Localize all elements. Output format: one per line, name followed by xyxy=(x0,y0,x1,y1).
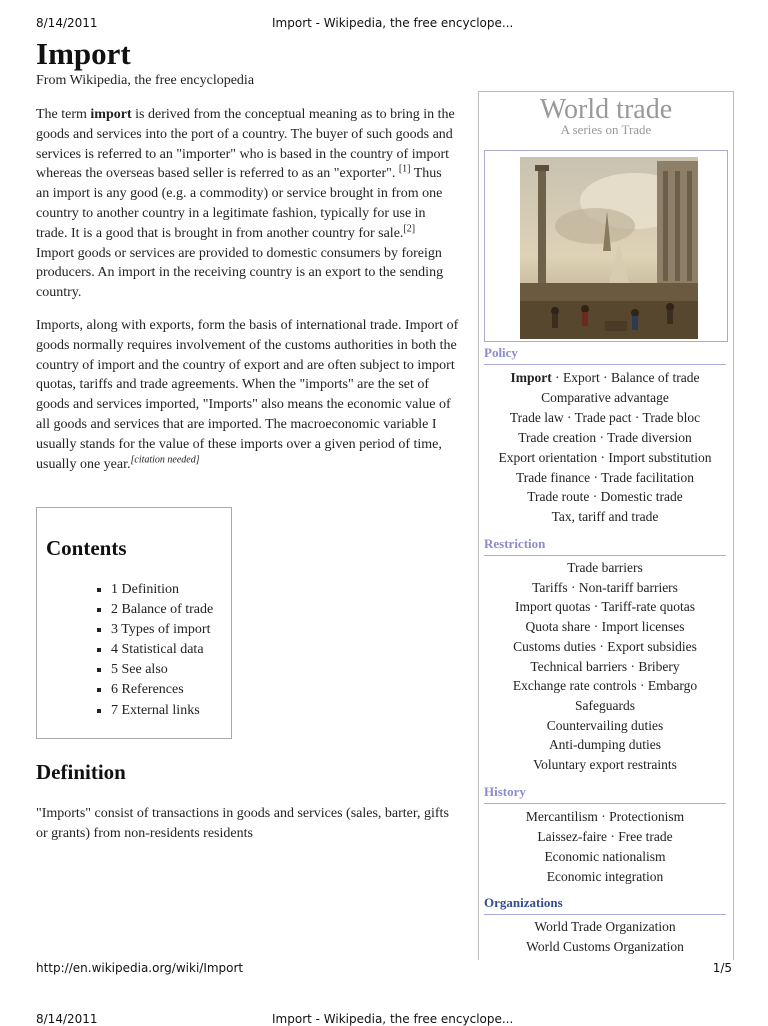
toc-item-external-links[interactable]: ▪ 7 External links xyxy=(111,701,213,721)
restriction-item[interactable]: Quota share · Import licenses xyxy=(525,619,685,635)
policy-item[interactable]: Trade law · Trade pact · Trade bloc xyxy=(509,409,701,425)
history-section-header: History xyxy=(484,784,726,804)
organizations-list xyxy=(484,917,726,957)
policy-item[interactable]: Trade creation · Trade diversion xyxy=(518,429,692,445)
restriction-item[interactable]: Trade barriers xyxy=(567,560,643,575)
intro-paragraph: The term import is derived from the conceptual meaning as to bring in the goods and services into the port of a country. The buyer of such goods and services is referred to an "importer" who is based in the country of import whereas the overseas based seller is referred to as an "exporter". [1] Thus an import is any good (e.g. a commodity) or service brought in from one country to another country in a legitimate fashion, typically for use in trade. It is a good that is brought in from another country for sale.[2] Import goods or services are provided to domestic consumers by foreign producers. An import in the receiving country is an export to the sending country. xyxy=(36,107,455,301)
policy-item[interactable]: Export orientation · Import substitution xyxy=(498,449,712,465)
restriction-list xyxy=(484,558,726,775)
restriction-item[interactable]: Voluntary export restraints xyxy=(533,757,677,773)
bold-term: import xyxy=(90,107,132,122)
policy-item[interactable]: Trade route · Domestic trade xyxy=(527,489,683,505)
restriction-item[interactable]: Safeguards xyxy=(575,697,635,713)
organizations-section-header: Organizations xyxy=(484,895,726,915)
policy-item[interactable]: Trade finance · Trade facilitation xyxy=(516,469,694,485)
restriction-item[interactable]: Customs duties · Export subsidies xyxy=(513,638,697,654)
policy-item[interactable]: Comparative advantage xyxy=(541,389,669,405)
world-trade-infobox xyxy=(478,91,734,960)
restriction-item[interactable]: Anti-dumping duties xyxy=(548,737,662,753)
restriction-item[interactable]: Countervailing duties xyxy=(546,717,664,733)
print-date: 8/14/2011 xyxy=(36,16,98,30)
policy-item[interactable]: Tax, tariff and trade xyxy=(551,509,659,525)
policy-list xyxy=(484,368,726,527)
toc-item-references[interactable]: ▪ 6 References xyxy=(111,680,213,700)
reference-link-1[interactable]: [1] xyxy=(398,163,411,175)
history-item[interactable]: Economic integration xyxy=(546,868,664,884)
toc-item-see-also[interactable]: ▪ 5 See also xyxy=(111,660,213,680)
definition-paragraph: "Imports" consist of transactions in goods and services (sales, barter, gifts or grants) from non-residents residents xyxy=(36,806,449,841)
toc-item-statistical-data[interactable]: ▪ 4 Statistical data xyxy=(111,640,213,660)
contents-list xyxy=(37,580,213,721)
print-page-number: 1/5 xyxy=(712,961,732,975)
restriction-item[interactable]: Exchange rate controls · Embargo xyxy=(512,678,698,694)
restriction-section-header: Restriction xyxy=(484,536,726,556)
toc-item-types-of-import[interactable]: ▪ 3 Types of import xyxy=(111,620,213,640)
page-subtitle: From Wikipedia, the free encyclopedia xyxy=(36,73,255,88)
organization-item[interactable]: World Trade Organization xyxy=(534,919,676,934)
contents-heading: Contents xyxy=(46,536,127,560)
print-url: http://en.wikipedia.org/wiki/Import xyxy=(36,961,244,975)
restriction-item[interactable]: Import quotas · Tariff-rate quotas xyxy=(514,599,695,615)
infobox-title: World trade xyxy=(539,94,673,125)
policy-item[interactable]: Import · Export · Balance of trade xyxy=(510,370,700,385)
history-item[interactable]: Mercantilism · Protectionism xyxy=(525,809,685,824)
history-item[interactable]: Economic nationalism xyxy=(544,848,666,864)
reference-link-2[interactable]: [2] xyxy=(403,223,416,235)
restriction-item[interactable]: Tariffs · Non-tariff barriers xyxy=(532,579,678,595)
harbour-painting-image[interactable] xyxy=(484,150,728,342)
imports-paragraph: Imports, along with exports, form the basis of international trade. Import of goods normally requires involvement of the customs authorities in both the country of import and the country of export and are often subject to import quotas, tariffs and trade agreements. When the "imports" are the set of goods and services imported, "Imports" also means the economic value of all goods and services that are imported. The macroeconomic variable I usually stands for the value of these imports over a given period of time, usually one year.[citation needed] xyxy=(36,318,459,472)
policy-item-current: Import xyxy=(510,370,552,385)
policy-section-header: Policy xyxy=(484,345,726,365)
organization-item[interactable]: World Customs Organization xyxy=(526,938,684,954)
infobox-subtitle: A series on Trade xyxy=(560,122,652,137)
history-item[interactable]: Laissez-faire · Free trade xyxy=(537,828,673,844)
toc-item-definition[interactable]: ▪ 1 Definition xyxy=(111,580,213,600)
page-title: Import xyxy=(36,36,131,71)
painting-illustration xyxy=(485,151,727,341)
next-page-print-date: 8/14/2011 xyxy=(36,1012,98,1026)
print-tab-title: Import - Wikipedia, the free encyclope... xyxy=(272,16,514,30)
definition-heading: Definition xyxy=(36,760,126,784)
history-list xyxy=(484,807,726,887)
citation-needed-link[interactable]: [citation needed] xyxy=(130,453,200,465)
toc-item-balance-of-trade[interactable]: ▪ 2 Balance of trade xyxy=(111,600,213,620)
restriction-item[interactable]: Technical barriers · Bribery xyxy=(530,658,680,674)
next-page-tab-title: Import - Wikipedia, the free encyclope... xyxy=(272,1012,514,1026)
table-of-contents xyxy=(36,507,232,739)
